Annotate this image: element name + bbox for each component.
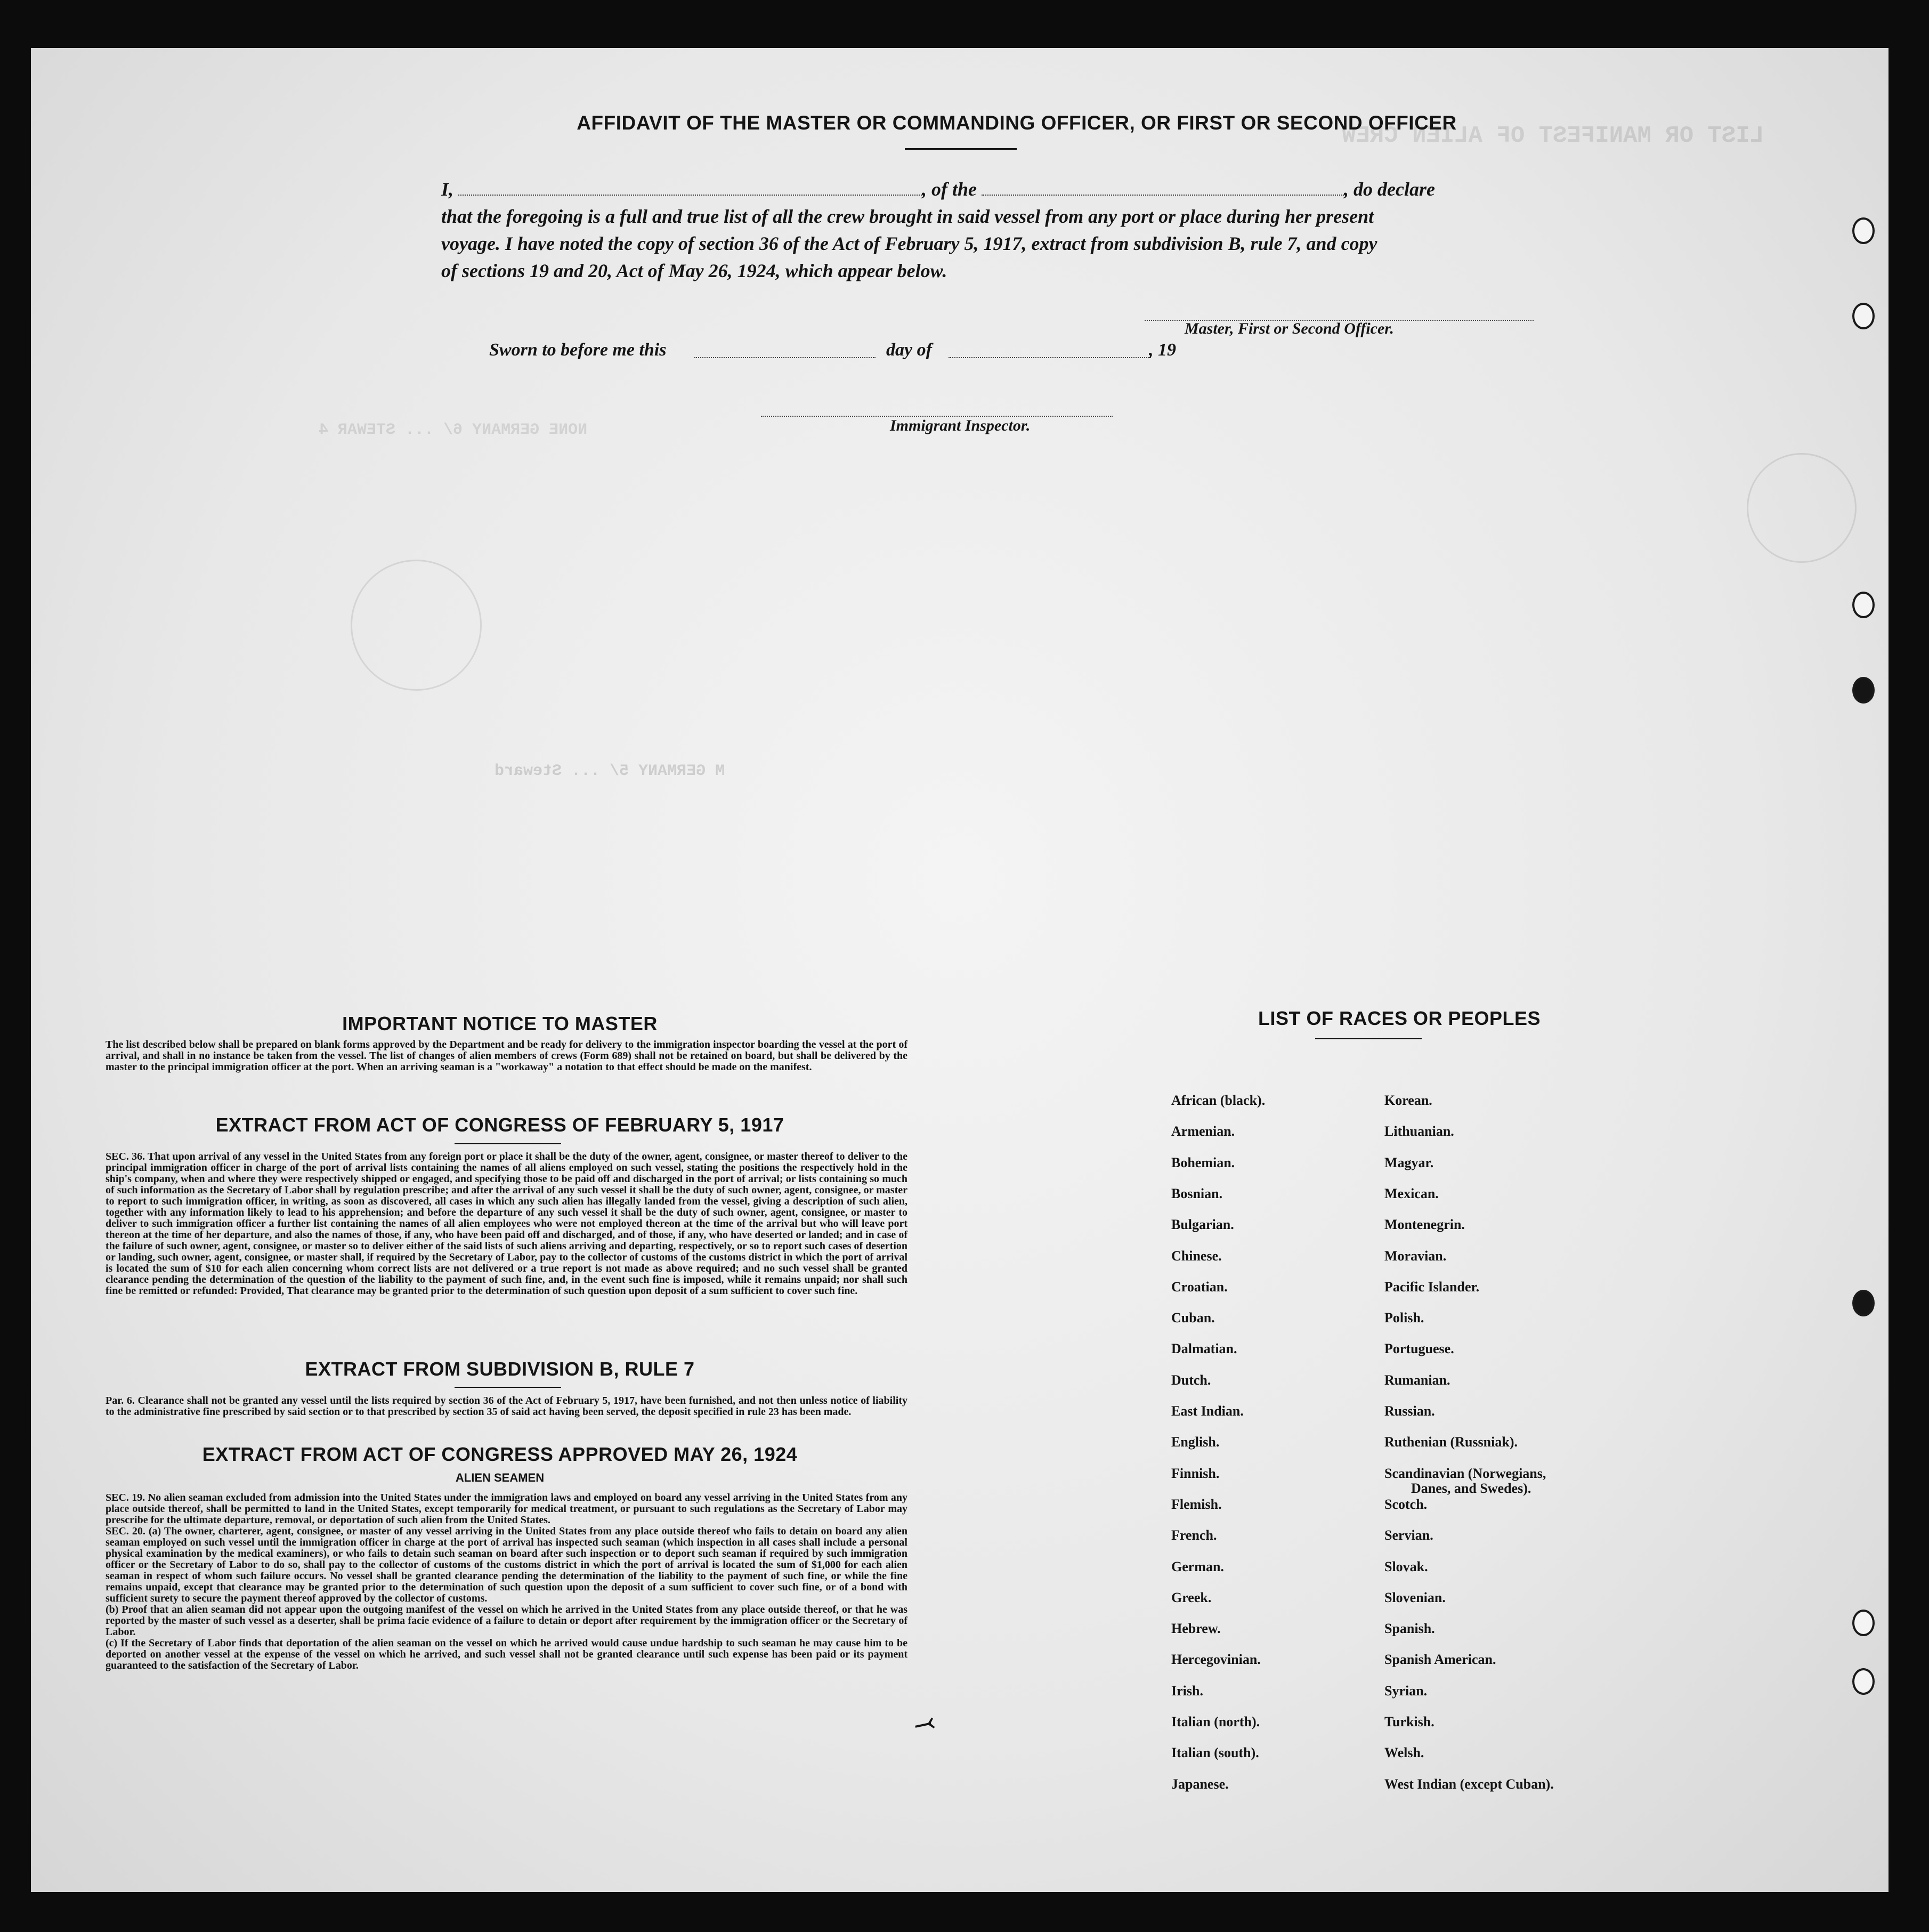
bleed-through-text: LIST OR MANIFEST OF ALIEN CREW bbox=[1342, 123, 1764, 149]
decl-line-2: that the foregoing is a full and true list of all the crew brought in said vessel from any port or place during her present bbox=[441, 206, 1374, 227]
race-item: Russian. bbox=[1384, 1403, 1435, 1419]
binder-hole bbox=[1852, 1610, 1875, 1636]
race-item: Flemish. bbox=[1171, 1497, 1222, 1512]
section-underline bbox=[455, 1387, 561, 1388]
vessel-name-blank[interactable] bbox=[982, 195, 1344, 196]
race-item: Bosnian. bbox=[1171, 1186, 1223, 1201]
race-item: Italian (north). bbox=[1171, 1714, 1260, 1729]
decl-of-the: , of the bbox=[922, 179, 977, 200]
race-item: Polish. bbox=[1384, 1310, 1424, 1325]
affidavit-title: AFFIDAVIT OF THE MASTER OR COMMANDING OFFICER, OR FIRST OR SECOND OFFICER bbox=[577, 112, 1457, 134]
stray-mark: ⤙ bbox=[911, 1707, 937, 1739]
section-underline bbox=[455, 1143, 561, 1144]
section-underline bbox=[1315, 1038, 1422, 1039]
race-item: Finnish. bbox=[1171, 1466, 1220, 1481]
extract-rule7-title: EXTRACT FROM SUBDIVISION B, RULE 7 bbox=[305, 1358, 695, 1380]
decl-line-4: of sections 19 and 20, Act of May 26, 1924, which appear below. bbox=[441, 260, 947, 281]
extract-1917-text: SEC. 36. That upon arrival of any vessel in the United States from any foreign port or place it shall be the duty of the owner, agent, consignee, or master thereof to deliver to the principal immigration officer in charge of the port of arrival lists containing the names of all aliens employed on such vessel, stating the positions the respectively hold in the ship's company, when and where they were respectively shipped or engaged, and specifying those to be paid off and discharged in the port of arrival; or lists containing so much of such information as the Secretary of Labor shall by regulation prescribe; and after the arrival of any such vessel it shall be the duty of such owner, agent, consignee, or master to report to such immigration officer, in writing, as soon as discovered, all cases in which any such alien has illegally landed from the vessel, giving a description of such alien, together with any information likely to lead to his apprehension; and before the departure of any such vessel it shall be the duty of such owner, agent, consignee, or master to deliver to such immigration officer a further list containing the names of all alien employees who were not employed thereon at the time of the arrival but who will leave port thereon at the time of her departure, and also the names of those, if any, who have been paid off and discharged, and of those, if any, who have deserted or landed; and in case of the failure of such owner, agent, consignee, or master so to deliver either of the said lists of such aliens arriving and departing, respectively, or so to report such cases of desertion or landing, such owner, agent, consignee, or master shall, if required by the Secretary of Labor, pay to the collector of customs of the customs district in which the port of arrival is located the sum of $10 for each alien concerning whom correct lists are not delivered or a true report is not made as above required; and no such vessel shall be granted clearance pending the determination of the question of the liability to the payment of such fine, and, in the event such fine is imposed, while it remains unpaid; nor shall such fine be remitted or refunded: Provided, That clearance may be granted prior to the determination of such question upon deposit of a sum sufficient to cover such fine. bbox=[106, 1151, 907, 1297]
binder-hole bbox=[1852, 677, 1875, 704]
notice-title: IMPORTANT NOTICE TO MASTER bbox=[342, 1013, 658, 1034]
decl-line-3: voyage. I have noted the copy of section 36 of the Act of February 5, 1917, extract from subdivision B, rule 7, and copy bbox=[441, 233, 1377, 254]
race-item: Ruthenian (Russniak). bbox=[1384, 1434, 1518, 1450]
notice-text: The list described below shall be prepared on blank forms approved by the Department and be ready for delivery to the immigration inspector boarding the vessel at the port of arrival, and shall in no instance be taken from the vessel. The list of changes of alien members of crews (Form 689) shall not be retained on board, but shall be delivered by the master to the principal immigration officer at the port. When an arriving seaman is a "workaway" a notation to that effect should be made on the manifest. bbox=[106, 1039, 907, 1073]
bleed-through-text: NONE GERMANY 6/ ... STEWAR 4 bbox=[319, 421, 588, 439]
race-item: English. bbox=[1171, 1434, 1220, 1450]
race-item: Hercegovinian. bbox=[1171, 1652, 1261, 1667]
race-item: Dalmatian. bbox=[1171, 1341, 1237, 1356]
extract-1917-title: EXTRACT FROM ACT OF CONGRESS OF FEBRUARY 5, 1917 bbox=[215, 1114, 784, 1136]
race-item: Irish. bbox=[1171, 1683, 1203, 1699]
race-item: Cuban. bbox=[1171, 1310, 1215, 1325]
race-item: Croatian. bbox=[1171, 1279, 1228, 1295]
binder-hole bbox=[1852, 1290, 1875, 1316]
binder-hole bbox=[1852, 303, 1875, 329]
race-item: Italian (south). bbox=[1171, 1745, 1259, 1760]
race-item: Korean. bbox=[1384, 1093, 1432, 1108]
race-item: Bohemian. bbox=[1171, 1155, 1235, 1170]
race-item: Turkish. bbox=[1384, 1714, 1434, 1729]
sec-19-text: SEC. 19. No alien seaman excluded from admission into the United States under the immigration laws and employed on board any vessel arriving in the United States from any place outside thereof, shall be permitted to land in the United States, except temporarily for medical treatment, or pursuant to such regulations as the Secretary of Labor may prescribe for the ultimate departure, removal, or deportation of such alien from the United States. bbox=[106, 1492, 907, 1526]
decl-do-declare: , do declare bbox=[1344, 179, 1435, 200]
race-item: French. bbox=[1171, 1527, 1217, 1543]
day-of-text: day of bbox=[886, 340, 932, 360]
inspector-caption: Immigrant Inspector. bbox=[890, 417, 1031, 434]
sworn-day-blank[interactable] bbox=[694, 357, 876, 358]
master-caption: Master, First or Second Officer. bbox=[1185, 320, 1394, 337]
extract-1924-title: EXTRACT FROM ACT OF CONGRESS APPROVED MAY 26, 1924 bbox=[202, 1443, 798, 1465]
title-underline bbox=[905, 148, 1017, 150]
faint-stamp bbox=[1747, 453, 1857, 563]
race-item: Japanese. bbox=[1171, 1776, 1229, 1792]
race-item: Servian. bbox=[1384, 1527, 1433, 1543]
binder-hole bbox=[1852, 592, 1875, 618]
year-prefix: , 19 bbox=[1149, 340, 1176, 360]
sec-20a-text: SEC. 20. (a) The owner, charterer, agent, consignee, or master of any vessel arriving in the United States from any place outside thereof who fails to detain on board any alien seaman employed on such vessel until the immigration officer in charge at the port of arrival has inspected such seaman (which inspection in all cases shall include a personal physical examination by the medical examiners), or who fails to detain such seaman on board after such inspection or to deport such seaman if required by such immigration officer or the Secretary of Labor to do so, shall pay to the collector of customs of the customs district in which the port of arrival is located the sum of $1,000 for each alien seaman in respect of whom such failure occurs. No vessel shall be granted clearance pending the determination of the liability to the payment of such fine, or while the fine remains unpaid, except that clearance may be granted prior to the determination of such question upon the deposit of a sum sufficient to cover such fine, or of a bond with sufficient surety to secure the payment thereof approved by the collector of customs. bbox=[106, 1525, 907, 1604]
extract-rule7-text: Par. 6. Clearance shall not be granted any vessel until the lists required by section 36 of the Act of February 5, 1917, have been furnished, and not then unless notice of liability to the administrative fine prescribed by said section or to that prescribed by section 35 of said act having been served, the deposit specified in rule 23 has been made. bbox=[106, 1395, 907, 1418]
race-item: West Indian (except Cuban). bbox=[1384, 1776, 1554, 1792]
race-item: Scandinavian (Norwegians, bbox=[1384, 1466, 1546, 1481]
sec-20c-text: (c) If the Secretary of Labor finds that deportation of the alien seaman on the vessel on which he arrived would cause undue hardship to such seaman he may cause him to be deported on another vessel at the expense of the vessel on which he arrived, and such vessel shall not be granted clearance until such expense has been paid or its payment guaranteed to the satisfaction of the Secretary of Labor. bbox=[106, 1637, 907, 1671]
race-item: Syrian. bbox=[1384, 1683, 1428, 1699]
race-item: East Indian. bbox=[1171, 1403, 1244, 1419]
affidavit-declaration bbox=[441, 176, 1534, 285]
race-item: Spanish American. bbox=[1384, 1652, 1496, 1667]
race-item: Portuguese. bbox=[1384, 1341, 1454, 1356]
bleed-through-text: M GERMANY 5/ ... Steward bbox=[495, 762, 725, 780]
race-item: Hebrew. bbox=[1171, 1621, 1221, 1636]
binder-hole bbox=[1852, 1668, 1875, 1695]
race-item: Greek. bbox=[1171, 1590, 1212, 1605]
binder-hole bbox=[1852, 217, 1875, 244]
race-item-continuation: Danes, and Swedes). bbox=[1411, 1481, 1531, 1496]
race-item: Slovenian. bbox=[1384, 1590, 1446, 1605]
race-item: Lithuanian. bbox=[1384, 1123, 1454, 1139]
race-item: Moravian. bbox=[1384, 1248, 1447, 1264]
extract-1924-text bbox=[106, 1492, 907, 1671]
document-page bbox=[31, 48, 1889, 1892]
race-item: Mexican. bbox=[1384, 1186, 1439, 1201]
race-item: Rumanian. bbox=[1384, 1372, 1450, 1388]
race-item: Chinese. bbox=[1171, 1248, 1222, 1264]
race-item: Dutch. bbox=[1171, 1372, 1211, 1388]
sworn-month-blank[interactable] bbox=[949, 357, 1151, 358]
race-item: Bulgarian. bbox=[1171, 1217, 1234, 1232]
race-item: Slovak. bbox=[1384, 1559, 1428, 1574]
race-item: Scotch. bbox=[1384, 1497, 1428, 1512]
sec-20b-text: (b) Proof that an alien seaman did not appear upon the outgoing manifest of the vessel on which he arrived in the United States from any place outside thereof, or that he was reported by the master of such vessel as a deserter, shall be prima facie evidence of a failure to detain or deport after requirement by the immigration officer or the Secretary of Labor. bbox=[106, 1604, 907, 1638]
decl-i: I, bbox=[441, 179, 454, 200]
races-title: LIST OF RACES OR PEOPLES bbox=[1258, 1007, 1541, 1029]
race-item: Magyar. bbox=[1384, 1155, 1434, 1170]
race-item: Welsh. bbox=[1384, 1745, 1424, 1760]
sworn-text: Sworn to before me this bbox=[489, 340, 667, 360]
race-item: Spanish. bbox=[1384, 1621, 1435, 1636]
race-item: Pacific Islander. bbox=[1384, 1279, 1480, 1295]
race-item: German. bbox=[1171, 1559, 1224, 1574]
extract-1924-subtitle: ALIEN SEAMEN bbox=[455, 1471, 545, 1484]
race-item: Montenegrin. bbox=[1384, 1217, 1465, 1232]
officer-name-blank[interactable] bbox=[458, 195, 922, 196]
faint-stamp bbox=[351, 560, 482, 691]
race-item: African (black). bbox=[1171, 1093, 1266, 1108]
race-item: Armenian. bbox=[1171, 1123, 1235, 1139]
